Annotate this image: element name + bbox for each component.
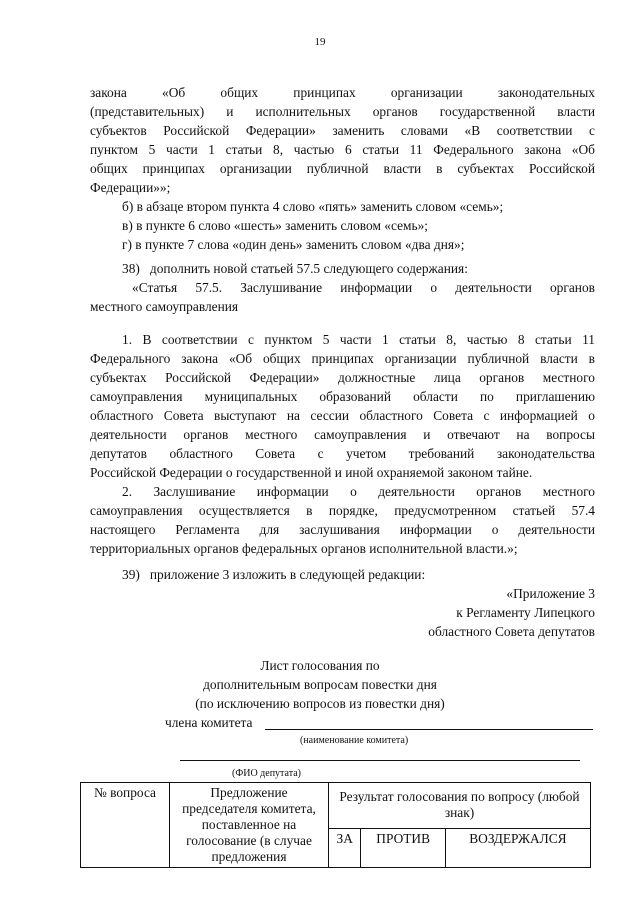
committee-caption: (наименование комитета) <box>300 735 409 746</box>
text-line: 1. В соответствии с пунктом 5 части 1 статьи 8, частью 8 статьи 11 <box>122 332 595 347</box>
header-question-number: № вопроса <box>81 783 170 868</box>
header-for: ЗА <box>329 829 361 868</box>
deputy-caption: (ФИО депутата) <box>232 768 301 779</box>
deputy-line <box>180 760 580 761</box>
article-title: «Статья 57.5. Заслушивание информации о деятельности органов <box>132 280 595 295</box>
text-line: (представительных) и исполнительных органов государственной власти <box>90 104 595 119</box>
voting-table <box>80 782 591 868</box>
text-line: депутатов областного Совета с учетом требований законодательства <box>90 446 595 461</box>
text-line: закона «Об общих принципах организации законодательных <box>90 85 595 100</box>
text-line: деятельности органов местного самоуправления и отвечают на вопросы <box>90 427 595 442</box>
text-line: Федерации»»; <box>90 180 171 195</box>
header-proposal: Предложение председателя комитета, поставленное на голосование (в случае предложения <box>170 783 329 868</box>
text-line: пунктом 5 части 1 статьи 8, частью 6 статьи 11 Федерального закона «Об <box>90 142 595 157</box>
appendix-line: «Приложение 3 <box>506 586 595 601</box>
member-label: члена комитета <box>165 715 253 730</box>
text-line: субъектах Российской Федерации» должностные лица органов местного <box>90 370 595 385</box>
text-line: настоящего Регламента для заслушивания информации о деятельности <box>90 522 595 537</box>
page-number: 19 <box>314 36 326 48</box>
item-38: 38) дополнить новой статьей 57.5 следующего содержания: <box>122 261 468 276</box>
header-result: Результат голосования по вопросу (любой знак) <box>329 783 591 829</box>
list-item-g: г) в пункте 7 слова «один день» заменить словом «два дня»; <box>122 237 465 252</box>
sheet-title: дополнительным вопросам повестки дня <box>203 677 437 692</box>
appendix-line: областного Совета депутатов <box>428 624 595 639</box>
list-item-v: в) в пункте 6 слово «шесть» заменить словом «семь»; <box>122 218 429 233</box>
appendix-line: к Регламенту Липецкого <box>456 605 595 620</box>
sheet-title: (по исключению вопросов из повестки дня) <box>195 696 445 711</box>
text-line: территориальных органов федеральных органов исполнительной власти.»; <box>90 541 518 556</box>
text-line: Российской Федерации о государственной и иной охраняемой законом тайне. <box>90 465 533 480</box>
list-item-b: б) в абзаце втором пункта 4 слово «пять» заменить словом «семь»; <box>122 199 504 214</box>
text-line: областного Совета выступают на сессии областного Совета с информацией о <box>90 408 595 423</box>
sheet-title: Лист голосования по <box>260 658 380 673</box>
text-line: самоуправления осуществляется в порядке, предусмотренном статьей 57.4 <box>90 503 595 518</box>
text-line: общих принципах организации публичной власти в субъектах Российской <box>90 161 595 176</box>
article-title-cont: местного самоуправления <box>90 299 239 314</box>
text-line: самоуправления муниципальных образований области по приглашению <box>90 389 595 404</box>
text-line: Федерального закона «Об общих принципах организации публичной власти в <box>90 351 595 366</box>
item-39: 39) приложение 3 изложить в следующей редакции: <box>122 567 426 582</box>
header-abstain: ВОЗДЕРЖАЛСЯ <box>445 829 590 868</box>
header-against: ПРОТИВ <box>361 829 445 868</box>
committee-line <box>265 729 593 730</box>
text-line: 2. Заслушивание информации о деятельности органов местного <box>122 484 595 499</box>
text-line: субъектов Российской Федерации» заменить словами «В соответствии с <box>90 123 595 138</box>
